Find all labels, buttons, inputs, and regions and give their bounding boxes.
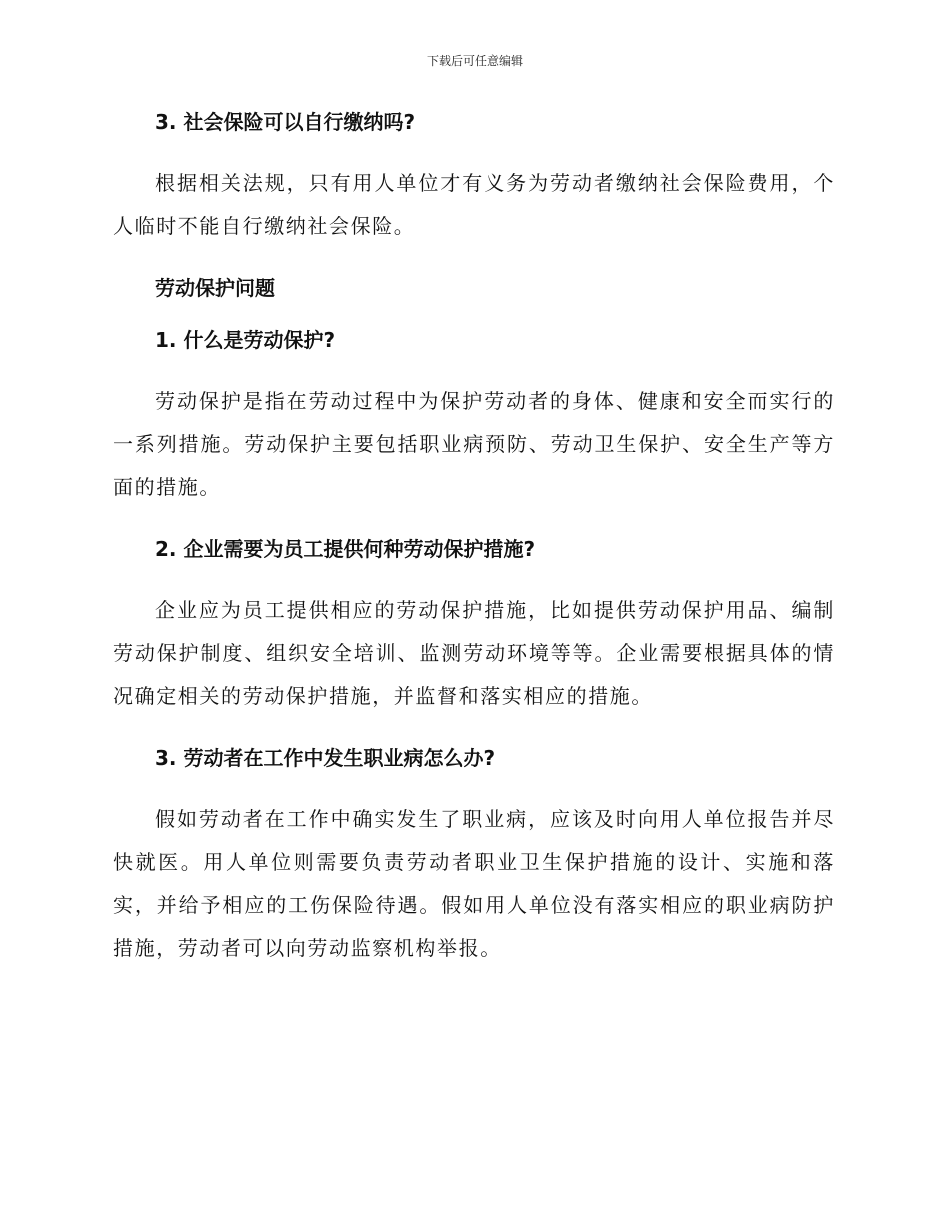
page-header-note: 下载后可任意编辑 <box>426 54 523 68</box>
section-heading-labor-protection: 劳动保护问题 <box>155 276 275 300</box>
answer-what-is-protection: 劳动保护是指在劳动过程中为保护劳动者的身体、健康和安全而实行的一系列措施。劳动保护主要包括职业病预防、劳动卫生保护、安全生产等方面的措施。 <box>113 389 835 499</box>
question-heading-what-is-protection: 1. 什么是劳动保护? <box>155 328 336 352</box>
answer-enterprise-measures: 企业应为员工提供相应的劳动保护措施，比如提供劳动保护用品、编制劳动保护制度、组织安全培训、监测劳动环境等等。企业需要根据具体的情况确定相关的劳动保护措施，并监督和落实相应的措施。 <box>113 598 835 708</box>
document-body <box>113 108 835 970</box>
question-heading-social-insurance: 3. 社会保险可以自行缴纳吗? <box>155 110 416 134</box>
question-heading-occupational-disease: 3. 劳动者在工作中发生职业病怎么办? <box>155 746 496 770</box>
answer-social-insurance: 根据相关法规，只有用人单位才有义务为劳动者缴纳社会保险费用，个人临时不能自行缴纳社会保险。 <box>113 171 835 238</box>
question-heading-enterprise-measures: 2. 企业需要为员工提供何种劳动保护措施? <box>155 537 536 561</box>
answer-occupational-disease: 假如劳动者在工作中确实发生了职业病，应该及时向用人单位报告并尽快就医。用人单位则需要负责劳动者职业卫生保护措施的设计、实施和落实，并给予相应的工伤保险待遇。假如用人单位没有落实相应的职业病防护措施，劳动者可以向劳动监察机构举报。 <box>113 807 835 960</box>
